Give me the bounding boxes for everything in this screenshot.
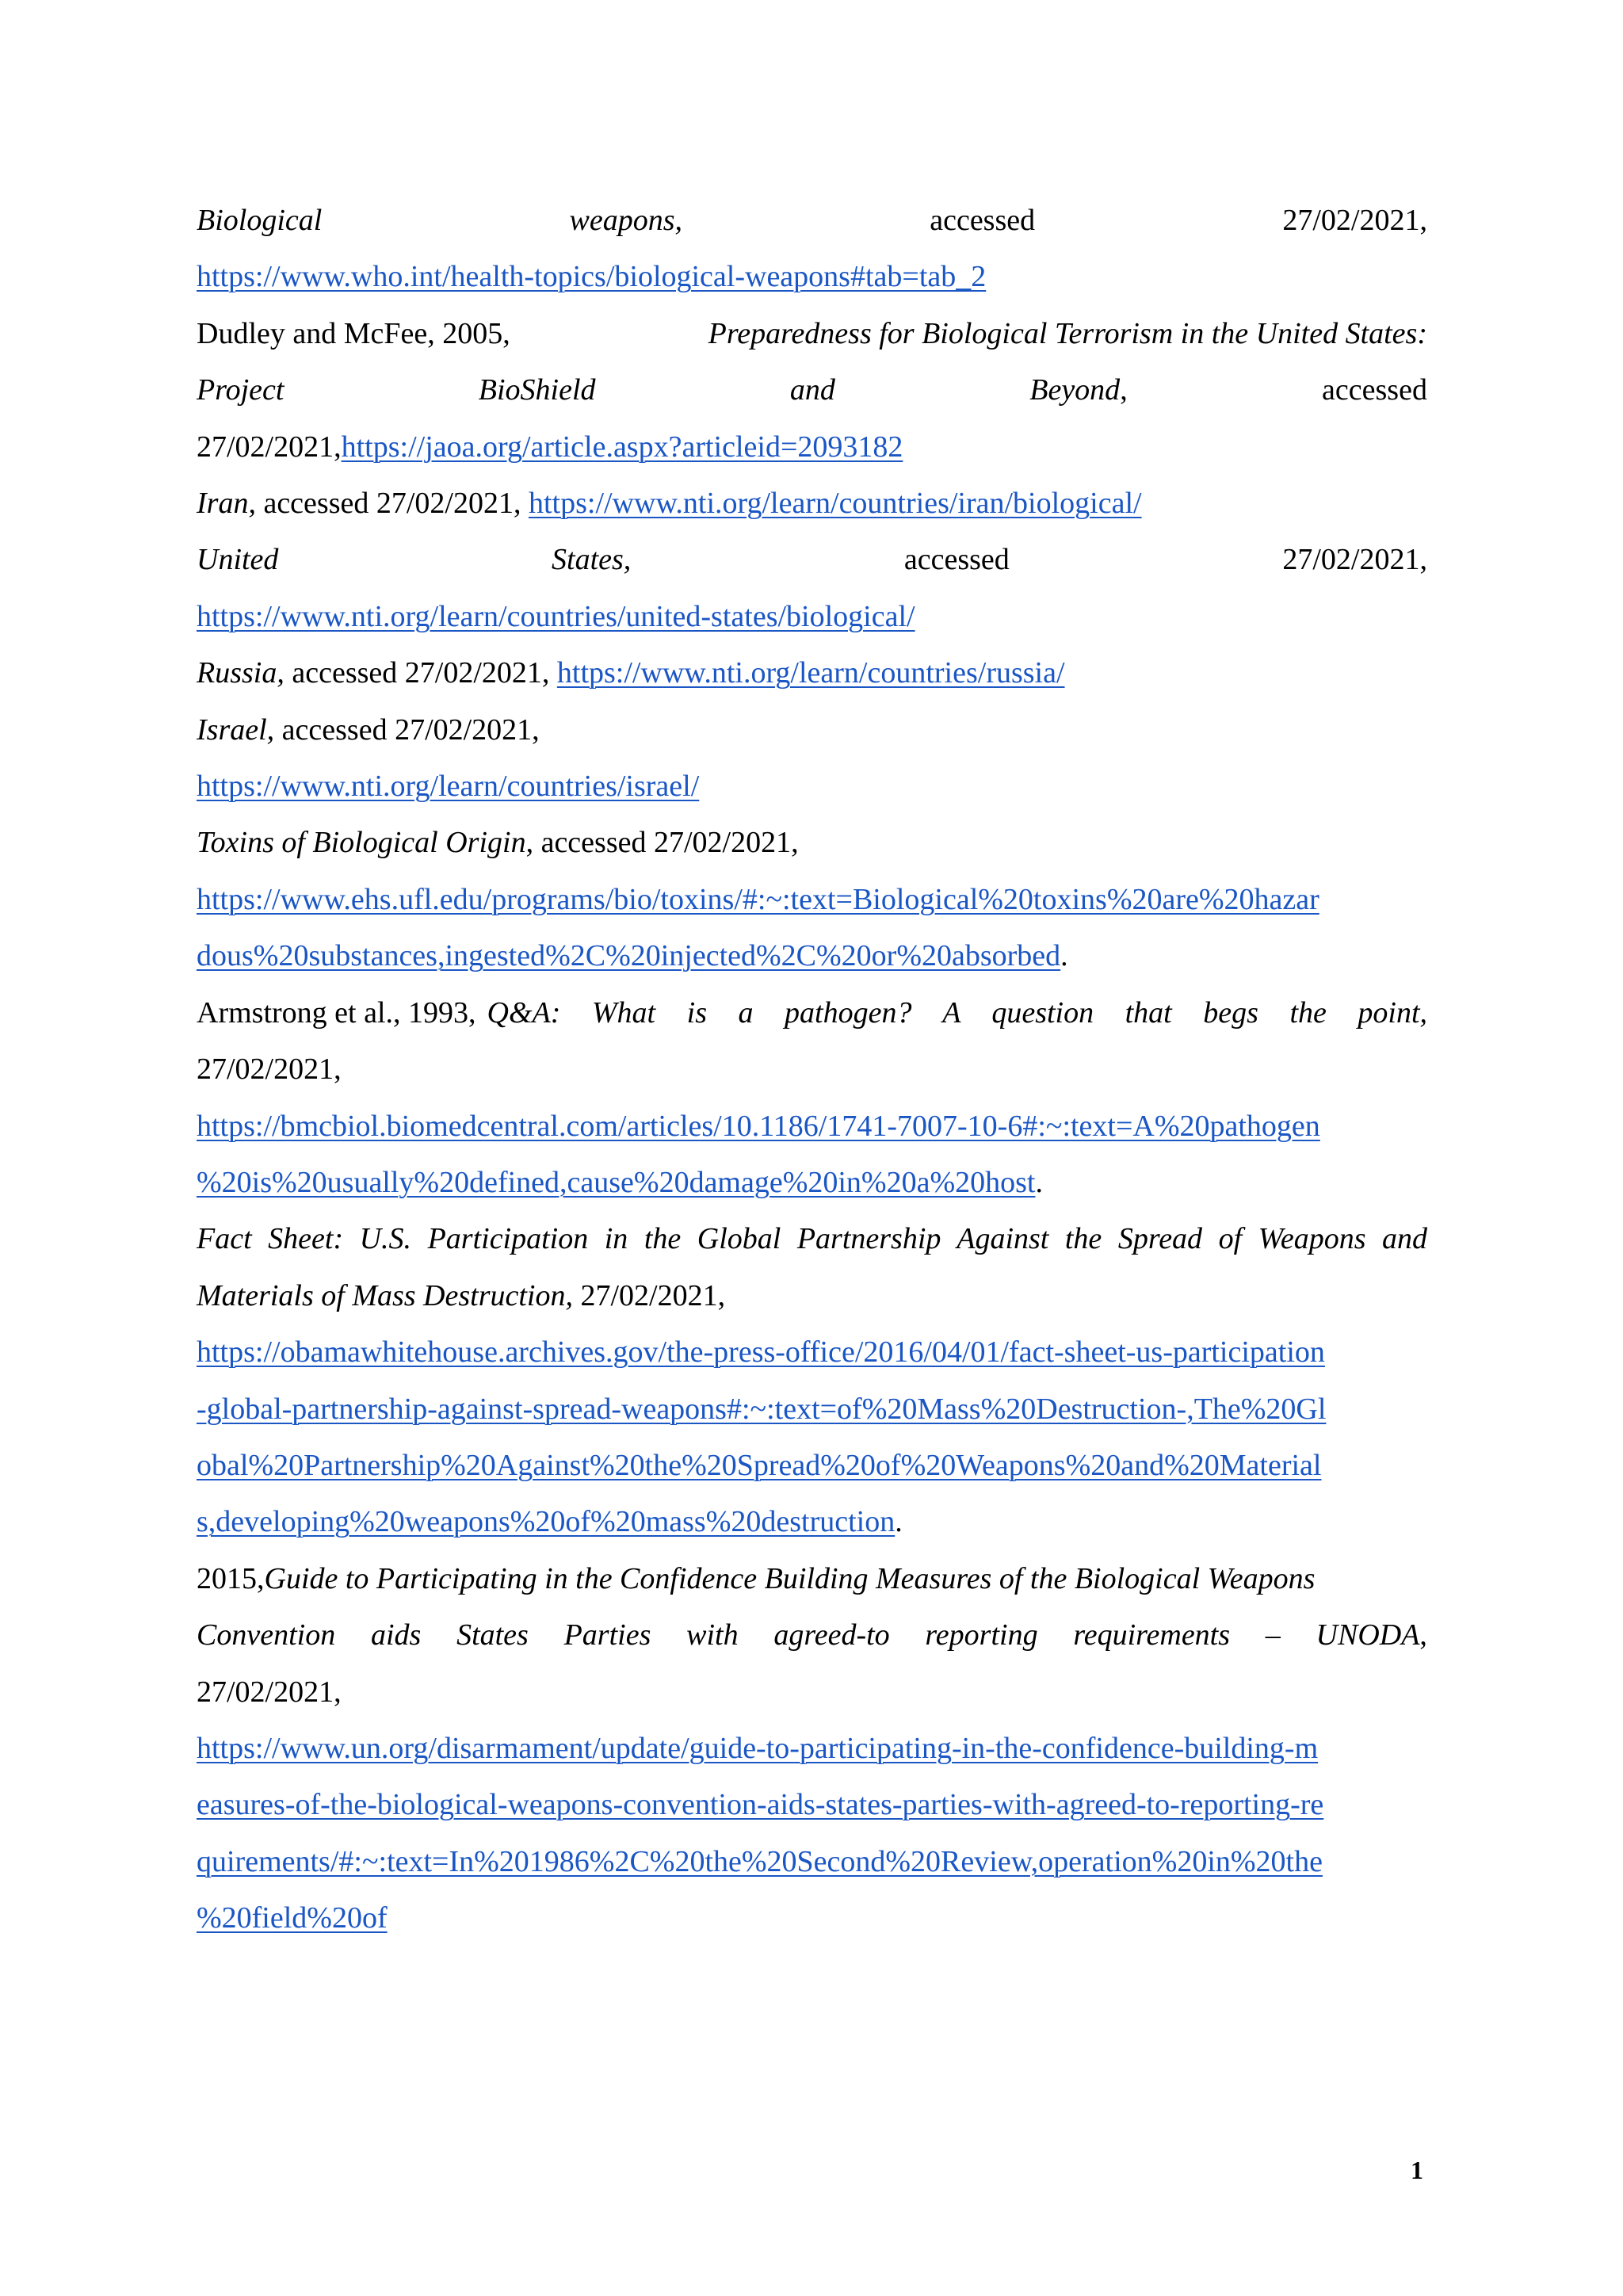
reference-line [197, 1098, 1427, 1155]
reference-line [197, 1041, 1427, 1098]
reference-entry-iran [197, 476, 1427, 532]
reference-line [197, 928, 1427, 984]
reference-entry-toxins [197, 815, 1427, 984]
accessed-text: accessed 27/02/2021, [281, 712, 540, 747]
reference-url-link-continued[interactable]: -global-partnership-against-spread-weapons#:~:text=of%20Mass%20Destruction-,The%20Gl [197, 1392, 1327, 1426]
reference-url-link-continued[interactable]: s,developing%20weapons%20of%20mass%20destruction [197, 1505, 896, 1539]
reference-title-word: States, [552, 543, 632, 577]
reference-title-word: and [789, 373, 835, 407]
reference-title-word: BioShield [478, 373, 596, 407]
reference-title: Israel, [197, 712, 275, 747]
reference-line [197, 1438, 1427, 1494]
reference-url-link[interactable]: https://www.nti.org/learn/countries/united-states/biological/ [197, 599, 915, 633]
reference-entry-fact-sheet [197, 1211, 1427, 1550]
accessed-date: 27/02/2021, [572, 1278, 726, 1312]
reference-line [197, 1664, 1427, 1721]
reference-url-link-continued[interactable]: easures-of-the-biological-weapons-convention-aids-states-parties-with-agreed-to-reporting-re [197, 1788, 1324, 1822]
reference-title-end: Beyond, [1029, 373, 1128, 407]
trailing-period: . [895, 1505, 903, 1539]
reference-entry-armstrong [197, 985, 1427, 1212]
reference-title-word: reporting [925, 1618, 1038, 1652]
accessed-date: 27/02/2021, [197, 1675, 342, 1709]
reference-url-link[interactable]: https://www.who.int/health-topics/biological-weapons#tab=tab_2 [197, 260, 987, 294]
reference-line [197, 1721, 1427, 1777]
reference-line [197, 1381, 1427, 1438]
reference-title-continued: Materials of Mass Destruction, [197, 1278, 573, 1312]
reference-title-word: Project [197, 373, 285, 407]
reference-line [197, 476, 1427, 532]
reference-url-link[interactable]: https://www.ehs.ufl.edu/programs/bio/toxins/#:~:text=Biological%20toxins%20are%20hazar [197, 882, 1319, 916]
reference-url-link[interactable]: https://jaoa.org/article.aspx?articleid=2093182 [341, 430, 903, 464]
reference-title-word: weapons, [569, 204, 683, 237]
reference-line [197, 1268, 1427, 1324]
reference-title-word: agreed-to [773, 1618, 890, 1652]
reference-year: 2015, [197, 1561, 265, 1595]
reference-line [197, 589, 1427, 645]
reference-line [197, 362, 1427, 418]
reference-title-word: aids [370, 1618, 422, 1652]
accessed-word: accessed [930, 204, 1036, 237]
reference-title-word: States [456, 1618, 529, 1652]
reference-line [197, 1777, 1427, 1833]
reference-title: Q&A: What is a pathogen? A question that begs the point, [487, 995, 1427, 1030]
reference-line [197, 985, 1427, 1041]
reference-title-word: Convention [197, 1618, 336, 1652]
accessed-date: 27/02/2021, [197, 430, 342, 464]
trailing-period: . [1035, 1165, 1043, 1199]
reference-line [197, 702, 1427, 758]
reference-line [197, 249, 1427, 305]
reference-line [197, 1607, 1427, 1664]
accessed-word: accessed [903, 543, 1010, 577]
reference-author: Dudley and McFee, 2005, [197, 316, 510, 350]
reference-title: Guide to Participating in the Confidence Building Measures of the Biological Weapons [264, 1561, 1316, 1595]
reference-line [197, 306, 1427, 362]
reference-line [197, 1494, 1427, 1550]
reference-title-word: UNODA [1316, 1618, 1420, 1652]
reference-title: Iran, [197, 487, 256, 521]
accessed-date: 27/02/2021, [1282, 543, 1427, 577]
reference-url-link-continued[interactable]: obal%20Partnership%20Against%20the%20Spread%20of%20Weapons%20and%20Material [197, 1448, 1322, 1482]
accessed-date: 27/02/2021, [197, 1052, 342, 1087]
reference-url-link[interactable]: https://www.nti.org/learn/countries/iran/biological/ [528, 487, 1142, 521]
reference-title-word: Parties [563, 1618, 651, 1652]
reference-line [197, 193, 1427, 249]
accessed-date: 27/02/2021, [1282, 204, 1427, 237]
reference-line [197, 1834, 1427, 1890]
trailing-period: . [1060, 939, 1068, 973]
reference-url-link[interactable]: https://www.nti.org/learn/countries/israel/ [197, 770, 700, 804]
reference-url-link[interactable]: https://www.un.org/disarmament/update/guide-to-participating-in-the-confidence-building-m [197, 1731, 1319, 1765]
reference-title-word: with [686, 1618, 739, 1652]
reference-title: Russia, [197, 656, 285, 690]
reference-entry-dudley-mcfee [197, 306, 1427, 476]
reference-entry-unoda-guide [197, 1551, 1427, 1947]
reference-title-end: UNODA, [1316, 1618, 1427, 1652]
reference-url-link-continued[interactable]: %20is%20usually%20defined,cause%20damage%20in%20a%20host [197, 1165, 1036, 1199]
reference-line [197, 419, 1427, 476]
reference-list [197, 193, 1427, 1947]
reference-author: Armstrong et al., 1993, [197, 995, 476, 1030]
reference-entry-russia [197, 645, 1427, 701]
reference-url-link[interactable]: https://obamawhitehouse.archives.gov/the-press-office/2016/04/01/fact-sheet-us-participation [197, 1335, 1325, 1370]
reference-entry-israel [197, 702, 1427, 816]
reference-title: Preparedness for Biological Terrorism in the United States: [708, 316, 1427, 350]
reference-line [197, 1890, 1427, 1946]
reference-title-word: – [1265, 1618, 1281, 1652]
page-number: 1 [1411, 2156, 1423, 2184]
reference-title-word: Beyond [1029, 373, 1121, 407]
accessed-word: accessed [1322, 373, 1427, 407]
reference-line [197, 1551, 1427, 1607]
reference-title-word: United [197, 543, 279, 577]
reference-line [197, 872, 1427, 928]
reference-url-link[interactable]: https://bmcbiol.biomedcentral.com/articles/10.1186/1741-7007-10-6#:~:text=A%20pathogen [197, 1109, 1320, 1143]
reference-url-link-continued[interactable]: quirements/#:~:text=In%201986%2C%20the%20Second%20Review,operation%20in%20the [197, 1844, 1323, 1878]
reference-line [197, 1155, 1427, 1211]
accessed-text: accessed 27/02/2021, [263, 487, 521, 521]
reference-url-link-continued[interactable]: dous%20substances,ingested%2C%20injected%2C%20or%20absorbed [197, 939, 1061, 973]
accessed-text: accessed 27/02/2021, [292, 656, 550, 690]
reference-url-link[interactable]: https://www.nti.org/learn/countries/russia/ [556, 656, 1065, 690]
reference-line [197, 532, 1427, 588]
reference-line [197, 758, 1427, 815]
reference-title: Toxins of Biological Origin [197, 826, 526, 860]
reference-title-word: requirements [1073, 1618, 1231, 1652]
reference-url-link-continued[interactable]: %20field%20of [197, 1901, 388, 1935]
reference-line [197, 1324, 1427, 1381]
reference-line [197, 645, 1427, 701]
reference-line [197, 1211, 1427, 1267]
accessed-text: , accessed 27/02/2021, [525, 826, 799, 860]
reference-line [197, 815, 1427, 871]
reference-entry-united-states [197, 532, 1427, 645]
reference-entry-biological-weapons [197, 193, 1427, 306]
reference-title: Fact Sheet: U.S. Participation in the Global Partnership Against the Spread of Weapons and [197, 1222, 1427, 1256]
reference-title-word: Biological [197, 204, 323, 237]
